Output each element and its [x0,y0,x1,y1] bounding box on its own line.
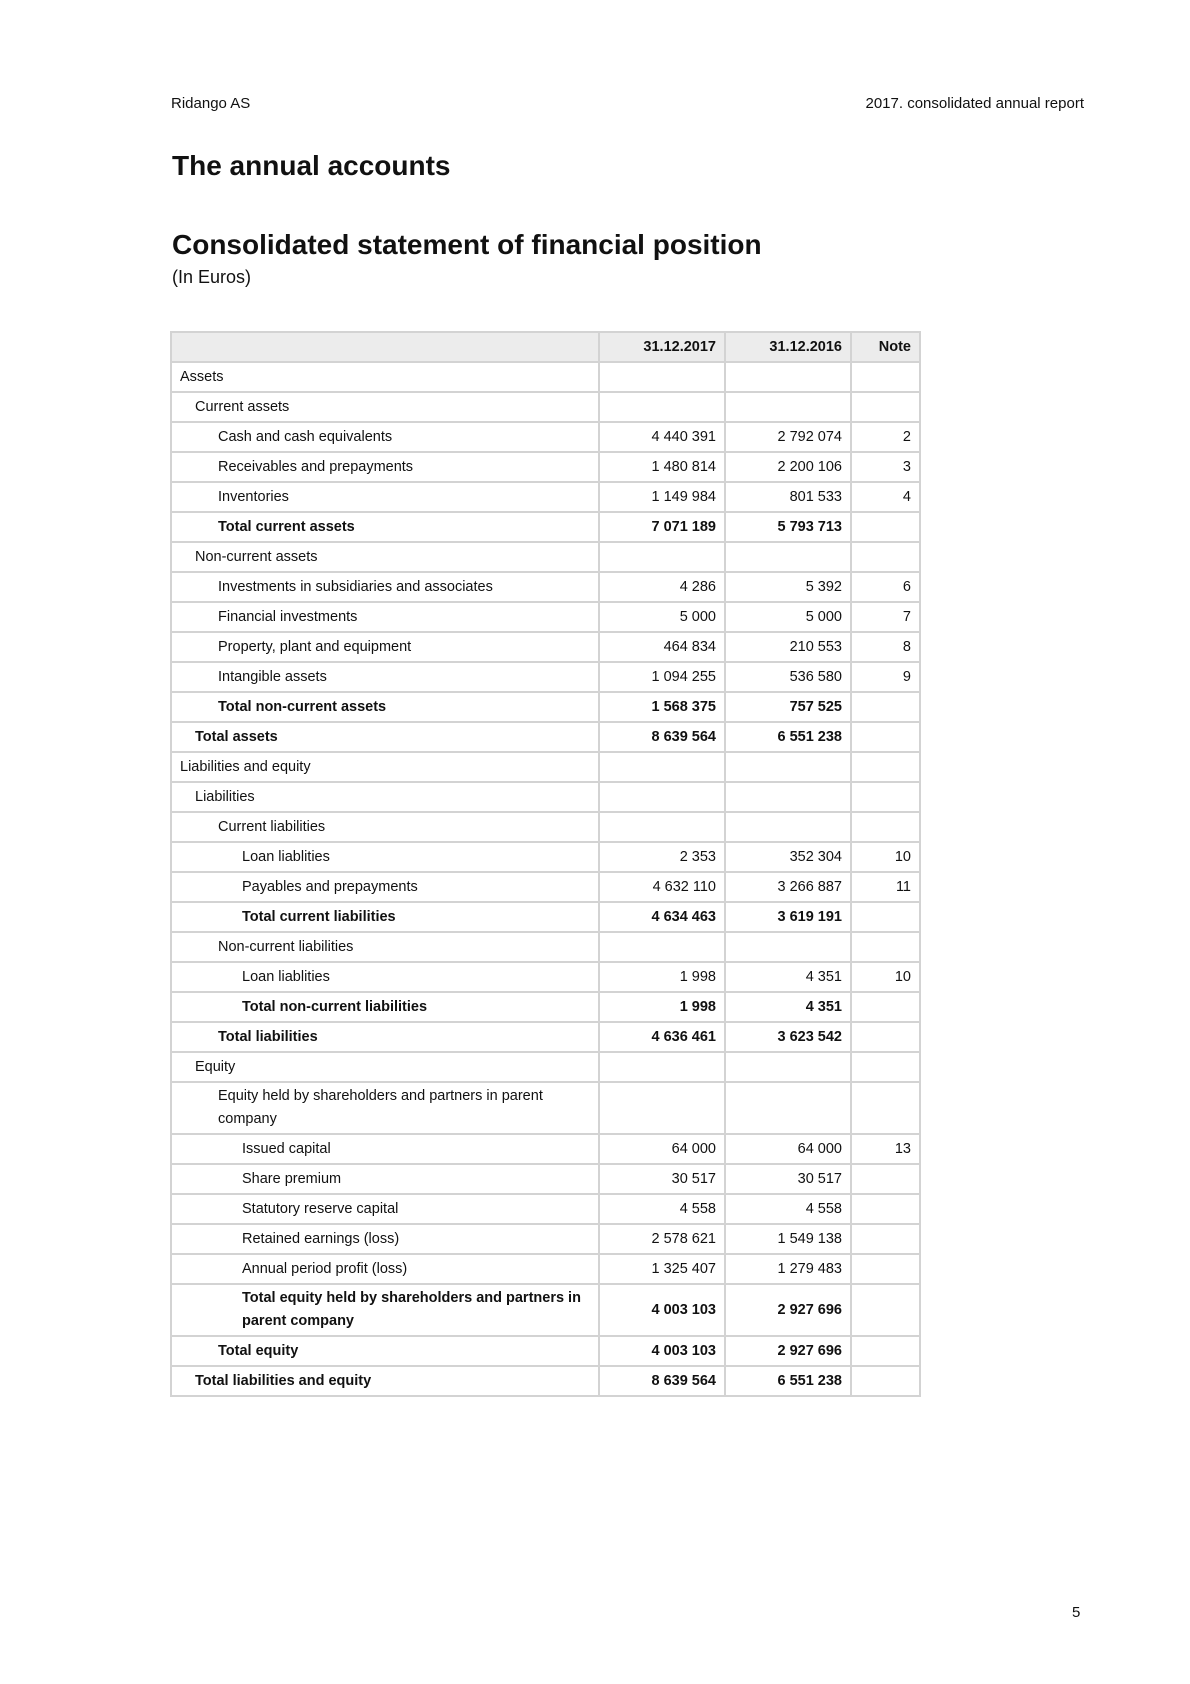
value-2016: 536 580 [725,662,851,692]
row-label: Retained earnings (loss) [171,1224,599,1254]
note-ref [851,512,920,542]
table-row [171,1134,920,1164]
table-header-row [171,332,920,362]
note-ref: 6 [851,572,920,602]
value-2017: 1 998 [599,962,725,992]
note-ref [851,1194,920,1224]
value-2017 [599,932,725,962]
table-row [171,602,920,632]
value-2016: 352 304 [725,842,851,872]
note-ref [851,752,920,782]
value-2017: 464 834 [599,632,725,662]
value-2017: 1 480 814 [599,452,725,482]
note-ref: 10 [851,962,920,992]
note-ref: 7 [851,602,920,632]
table-row [171,692,920,722]
value-2016 [725,362,851,392]
table-row [171,362,920,392]
row-label: Annual period profit (loss) [171,1254,599,1284]
table-row [171,422,920,452]
note-ref [851,1254,920,1284]
row-label: Non-current liabilities [171,932,599,962]
row-label: Financial investments [171,602,599,632]
note-ref [851,1082,920,1134]
financial-position-table [170,331,921,1397]
row-label: Property, plant and equipment [171,632,599,662]
table-row [171,1164,920,1194]
currency-note: (In Euros) [172,267,252,287]
note-ref [851,782,920,812]
value-2017 [599,542,725,572]
value-2017: 4 558 [599,1194,725,1224]
note-ref [851,692,920,722]
table-row [171,902,920,932]
value-2016 [725,812,851,842]
column-header-2017: 31.12.2017 [599,332,725,362]
table-row [171,632,920,662]
value-2016: 3 619 191 [725,902,851,932]
statement-title: Consolidated statement of financial position [172,229,762,260]
value-2017: 1 568 375 [599,692,725,722]
table-row [171,662,920,692]
note-ref [851,362,920,392]
value-2016 [725,752,851,782]
value-2016: 3 623 542 [725,1022,851,1052]
report-title: 2017. consolidated annual report [865,95,1084,112]
company-name: Ridango AS [171,95,251,112]
row-label: Investments in subsidiaries and associates [171,572,599,602]
value-2016: 4 351 [725,962,851,992]
value-2016: 5 392 [725,572,851,602]
note-ref [851,932,920,962]
note-ref [851,1164,920,1194]
table-row [171,842,920,872]
value-2017: 1 149 984 [599,482,725,512]
row-label: Issued capital [171,1134,599,1164]
value-2017: 8 639 564 [599,722,725,752]
value-2017: 5 000 [599,602,725,632]
value-2016: 64 000 [725,1134,851,1164]
note-ref [851,992,920,1022]
value-2017 [599,752,725,782]
value-2017 [599,1082,725,1134]
table-row [171,1052,920,1082]
table-row [171,722,920,752]
column-header-label [171,332,599,362]
page-number: 5 [1072,1604,1081,1621]
row-label: Cash and cash equivalents [171,422,599,452]
note-ref [851,812,920,842]
note-ref [851,1052,920,1082]
note-ref [851,1224,920,1254]
table-row [171,1082,920,1134]
row-label: Loan liablities [171,842,599,872]
value-2017: 2 578 621 [599,1224,725,1254]
value-2016 [725,392,851,422]
value-2016: 210 553 [725,632,851,662]
table-row [171,572,920,602]
value-2016: 2 200 106 [725,452,851,482]
row-label: Total non-current assets [171,692,599,722]
value-2017: 1 325 407 [599,1254,725,1284]
value-2017: 4 440 391 [599,422,725,452]
note-ref [851,1366,920,1396]
value-2016: 2 927 696 [725,1284,851,1336]
note-ref: 4 [851,482,920,512]
value-2016: 5 793 713 [725,512,851,542]
row-label: Total current liabilities [171,902,599,932]
value-2016 [725,542,851,572]
value-2017: 1 998 [599,992,725,1022]
value-2017: 4 286 [599,572,725,602]
row-label: Equity [171,1052,599,1082]
value-2017: 7 071 189 [599,512,725,542]
value-2016: 30 517 [725,1164,851,1194]
table-row [171,962,920,992]
table-row [171,1336,920,1366]
note-ref: 2 [851,422,920,452]
value-2016: 801 533 [725,482,851,512]
table-row [171,1224,920,1254]
table-row [171,392,920,422]
row-label: Liabilities and equity [171,752,599,782]
value-2017 [599,362,725,392]
value-2017: 2 353 [599,842,725,872]
table-row [171,872,920,902]
value-2016 [725,1052,851,1082]
row-label: Inventories [171,482,599,512]
table-row [171,1194,920,1224]
value-2016: 3 266 887 [725,872,851,902]
value-2017: 4 003 103 [599,1284,725,1336]
table-body [171,362,920,1396]
value-2016: 1 549 138 [725,1224,851,1254]
row-label: Total current assets [171,512,599,542]
note-ref: 11 [851,872,920,902]
value-2017: 4 634 463 [599,902,725,932]
note-ref [851,1022,920,1052]
value-2017: 30 517 [599,1164,725,1194]
table-row [171,782,920,812]
row-label: Share premium [171,1164,599,1194]
row-label: Intangible assets [171,662,599,692]
table-row [171,812,920,842]
value-2016: 5 000 [725,602,851,632]
column-header-note: Note [851,332,920,362]
value-2017 [599,782,725,812]
table-row [171,1254,920,1284]
value-2016: 6 551 238 [725,722,851,752]
note-ref: 3 [851,452,920,482]
table-row [171,542,920,572]
value-2017: 4 636 461 [599,1022,725,1052]
value-2016: 757 525 [725,692,851,722]
row-label: Statutory reserve capital [171,1194,599,1224]
note-ref [851,542,920,572]
value-2016: 6 551 238 [725,1366,851,1396]
table-row [171,482,920,512]
note-ref [851,902,920,932]
note-ref [851,722,920,752]
value-2017: 1 094 255 [599,662,725,692]
column-header-2016: 31.12.2016 [725,332,851,362]
table-row [171,1022,920,1052]
table-row [171,992,920,1022]
value-2017 [599,812,725,842]
note-ref: 9 [851,662,920,692]
row-label: Total assets [171,722,599,752]
row-label: Current liabilities [171,812,599,842]
value-2016: 1 279 483 [725,1254,851,1284]
row-label: Total liabilities and equity [171,1366,599,1396]
row-label: Receivables and prepayments [171,452,599,482]
value-2016: 4 558 [725,1194,851,1224]
note-ref: 13 [851,1134,920,1164]
row-label: Equity held by shareholders and partners in parent company [171,1082,599,1134]
value-2017 [599,1052,725,1082]
value-2016: 4 351 [725,992,851,1022]
value-2017: 64 000 [599,1134,725,1164]
value-2016 [725,932,851,962]
value-2017: 4 632 110 [599,872,725,902]
table-row [171,932,920,962]
note-ref [851,1284,920,1336]
row-label: Current assets [171,392,599,422]
value-2016: 2 792 074 [725,422,851,452]
section-title: The annual accounts [172,150,451,181]
value-2017 [599,392,725,422]
table-row [171,1366,920,1396]
row-label: Total equity held by shareholders and partners in parent company [171,1284,599,1336]
note-ref [851,392,920,422]
row-label: Total equity [171,1336,599,1366]
row-label: Liabilities [171,782,599,812]
value-2016 [725,1082,851,1134]
table-row [171,452,920,482]
table-row [171,752,920,782]
table-row [171,1284,920,1336]
note-ref [851,1336,920,1366]
note-ref: 10 [851,842,920,872]
row-label: Loan liablities [171,962,599,992]
value-2017: 4 003 103 [599,1336,725,1366]
value-2016 [725,782,851,812]
row-label: Assets [171,362,599,392]
row-label: Non-current assets [171,542,599,572]
row-label: Total non-current liabilities [171,992,599,1022]
row-label: Total liabilities [171,1022,599,1052]
table-row [171,512,920,542]
value-2016: 2 927 696 [725,1336,851,1366]
row-label: Payables and prepayments [171,872,599,902]
value-2017: 8 639 564 [599,1366,725,1396]
note-ref: 8 [851,632,920,662]
